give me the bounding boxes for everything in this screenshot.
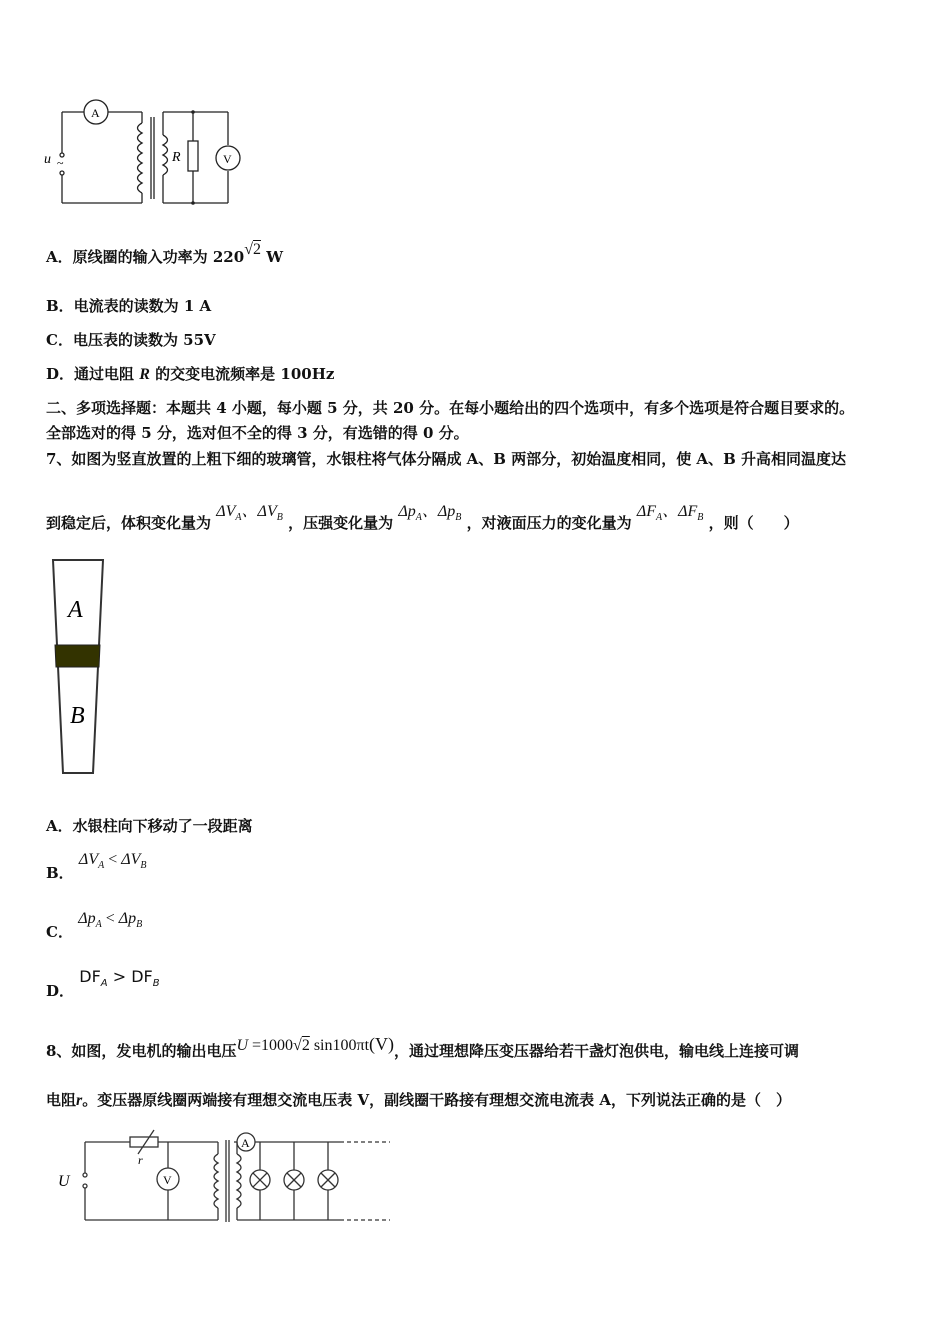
transformer-circuit-figure (40, 95, 250, 210)
ac-symbol: ~ (57, 156, 64, 170)
ammeter-label: A (241, 1136, 250, 1150)
q6-option-b: B．电流表的读数为 1 A (46, 297, 212, 315)
voltmeter-label: V (223, 152, 232, 166)
rheostat-label: r (138, 1153, 143, 1167)
section-heading: 二、多项选择题：本题共 4 小题，每小题 5 分，共 20 分。在每小题给出的四个选项中，有多个选项是符合题目要求的。 (46, 399, 855, 417)
q7-stem-line2: 到稳定后，体积变化量为 $\Delta V_A$、$\Delta V_B$ ，压强变化量为 $\Delta p_A$、$\Delta p_B$ ，对液面压力的变化量为 $\Delta F_A$、$\Delta F_B$ ，则（ ） (46, 503, 799, 532)
q7-option-b: B． $\Delta V_A < \Delta V_B$ (46, 851, 147, 882)
q7-stem-line1: 7、如图为竖直放置的上粗下细的玻璃管，水银柱将气体分隔成 A、B 两部分，初始温度相同，使 A、B 升高相同温度达 (46, 450, 846, 468)
q8-stem-line1: 8、如图，发电机的输出电压U =1000√2 sin100πt(V)，通过理想降压变压器给若干盏灯泡供电，输电线上连接可调 (46, 1034, 800, 1060)
glass-tube-figure (45, 555, 115, 780)
q8-stem-line2: 电阻r。变压器原线圈两端接有理想交流电压表 V，副线圈干路接有理想交流电流表 A，下列说法正确的是（ ） (46, 1091, 791, 1109)
q6-option-a: A．原线圈的输入功率为 220√2 W (46, 241, 284, 266)
section-scoring: 全部选对的得 5 分，选对但不全的得 3 分，有选错的得 0 分。 (46, 424, 469, 442)
q7-option-a: A．水银柱向下移动了一段距离 (46, 817, 253, 835)
voltmeter-label: V (163, 1173, 172, 1187)
q7-option-d: D． $DF_A > DF_B$ (46, 967, 160, 1000)
source-u-label: U (58, 1173, 70, 1190)
q6-option-d: D．通过电阻 R 的交变电流频率是 100Hz (46, 365, 335, 383)
ammeter-label: A (91, 106, 100, 120)
resistor-label: R (172, 150, 181, 165)
generator-transformer-figure (50, 1128, 400, 1228)
q7-option-c: C． $\Delta p_A < \Delta p_B$ (46, 910, 143, 941)
gas-a-label: A (68, 597, 83, 623)
q6-option-c: C．电压表的读数为 55V (46, 331, 216, 349)
gas-b-label: B (70, 703, 85, 729)
source-label: u (44, 152, 51, 167)
